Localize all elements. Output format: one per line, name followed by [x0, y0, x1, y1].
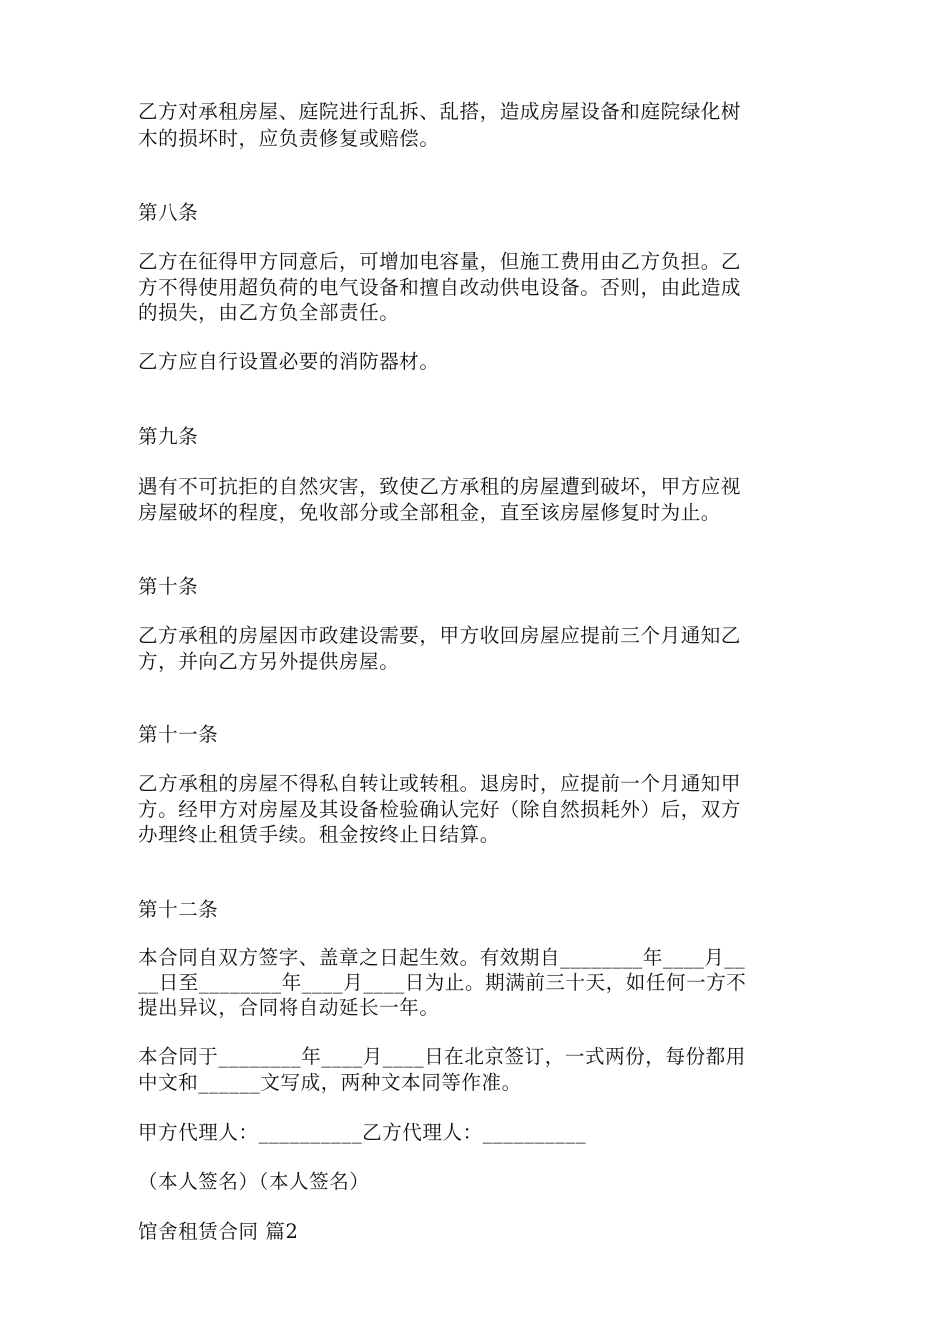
paragraph-line: 乙方承租的房屋不得私自转让或转租。退房时，应提前一个月通知甲 [138, 772, 742, 795]
paragraph-line: __日至________年____月____日为止。期满前三十天，如任何一方不 [138, 971, 747, 994]
signature-line: 甲方代理人：__________乙方代理人：__________ [138, 1121, 587, 1144]
article-heading: 第十二条 [138, 898, 219, 921]
section-title: 馆舍租赁合同 篇2 [138, 1220, 299, 1243]
signature-note: （本人签名）（本人签名） [138, 1170, 370, 1193]
paragraph-line: 乙方承租的房屋因市政建设需要，甲方收回房屋应提前三个月通知乙 [138, 624, 742, 647]
paragraph-line: 中文和______文写成，两种文本同等作准。 [138, 1071, 522, 1094]
article-heading: 第八条 [138, 201, 199, 224]
paragraph-line: 乙方对承租房屋、庭院进行乱拆、乱搭，造成房屋设备和庭院绿化树 [138, 100, 742, 123]
paragraph-line: 本合同自双方签字、盖章之日起生效。有效期自________年____月__ [138, 946, 746, 969]
paragraph-line: 房屋破坏的程度，免收部分或全部租金，直至该房屋修复时为止。 [138, 501, 721, 524]
paragraph-line: 本合同于________年____月____日在北京签订，一式两份，每份都用 [138, 1045, 746, 1068]
paragraph-line: 乙方在征得甲方同意后，可增加电容量，但施工费用由乙方负担。乙 [138, 250, 742, 273]
paragraph-line: 遇有不可抗拒的自然灾害，致使乙方承租的房屋遭到破坏，甲方应视 [138, 475, 742, 498]
paragraph-line: 方。经甲方对房屋及其设备检验确认完好（除自然损耗外）后，双方 [138, 798, 742, 821]
article-heading: 第九条 [138, 425, 199, 448]
paragraph-line: 提出异议，合同将自动延长一年。 [138, 996, 440, 1019]
article-heading: 第十条 [138, 575, 199, 598]
paragraph-line: 乙方应自行设置必要的消防器材。 [138, 350, 440, 373]
paragraph-line: 办理终止租赁手续。租金按终止日结算。 [138, 823, 500, 846]
paragraph-line: 的损失，由乙方负全部责任。 [138, 301, 400, 324]
paragraph-line: 木的损坏时，应负责修复或赔偿。 [138, 127, 440, 150]
article-heading: 第十一条 [138, 723, 219, 746]
paragraph-line: 方，并向乙方另外提供房屋。 [138, 650, 400, 673]
paragraph-line: 方不得使用超负荷的电气设备和擅自改动供电设备。否则，由此造成 [138, 276, 742, 299]
